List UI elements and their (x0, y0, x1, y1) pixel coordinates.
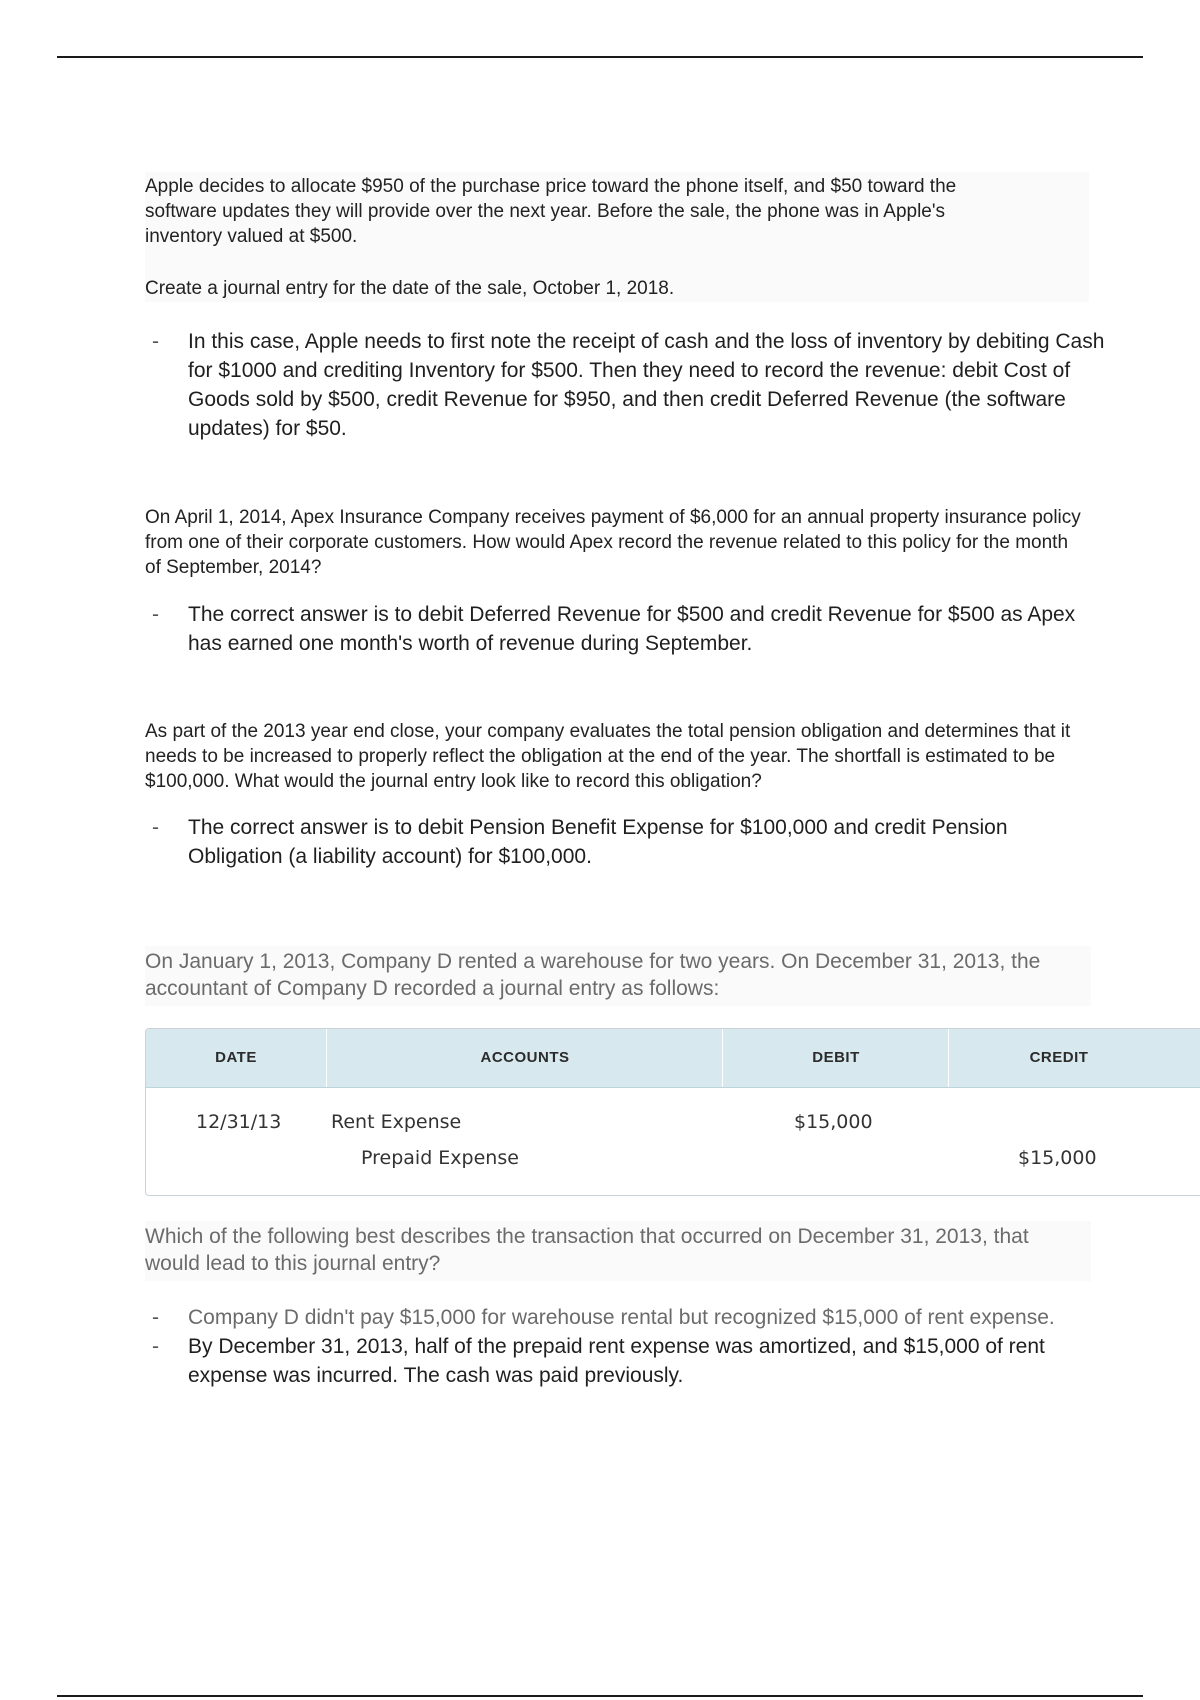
bullet-dash-icon: - (152, 603, 159, 626)
question-3-answer-list (145, 813, 1105, 871)
header-rule (57, 56, 1143, 58)
bullet-dash-icon: - (152, 816, 159, 839)
question-1-answer-list (145, 327, 1105, 443)
cell-debit-account: Rent Expense (331, 1111, 462, 1133)
question-2-prompt: On April 1, 2014, Apex Insurance Company receives payment of $6,000 for an annual property insurance policy from one of their corporate customers. How would Apex record the revenue related to this policy for the month of September, 2014? (145, 507, 1081, 578)
cell-debit-amount: $15,000 (794, 1111, 873, 1133)
question-1-line-2: software updates they will provide over the next year. Before the sale, the phone was in Apple's (145, 201, 945, 222)
question-4-option-list (145, 1303, 1105, 1390)
cell-date: 12/31/13 (196, 1111, 282, 1133)
cell-credit-amount: $15,000 (1018, 1147, 1097, 1169)
question-2-answer-list (145, 600, 1105, 658)
header-debit: DEBIT (722, 1029, 949, 1087)
question-1-answer: - In this case, Apple needs to first note the receipt of cash and the loss of inventory by debiting Cash for $1000 and crediting Inventory for $500. Then they need to record the revenue: debit Cost of Goods sold by $500, credit Revenue for $950, and then credit Deferred Revenue (the software updates) for $50. (145, 327, 1105, 443)
header-accounts: ACCOUNTS (326, 1029, 723, 1087)
bullet-dash-icon: - (152, 1335, 159, 1358)
question-1-instruction: Create a journal entry for the date of the sale, October 1, 2018. (145, 278, 675, 299)
bullet-dash-icon: - (152, 1306, 159, 1329)
question-1-line-1: Apple decides to allocate $950 of the purchase price toward the phone itself, and $50 toward the (145, 176, 957, 197)
question-4-prompt: On January 1, 2013, Company D rented a warehouse for two years. On December 31, 2013, the accountant of Company D recorded a journal entry as follows: (145, 946, 1091, 1006)
question-3-prompt: As part of the 2013 year end close, your company evaluates the total pension obligation and determines that it needs to be increased to properly reflect the obligation at the end of the year. The shortfall is estimated to be $100,000. What would the journal entry look like to record this obligation? (145, 721, 1071, 792)
cell-credit-account: Prepaid Expense (361, 1147, 519, 1169)
question-4-option-1: - Company D didn't pay $15,000 for warehouse rental but recognized $15,000 of rent expense. (145, 1303, 1105, 1332)
header-credit: CREDIT (948, 1029, 1169, 1087)
footer-rule (57, 1695, 1143, 1697)
table-header (146, 1029, 1200, 1088)
bullet-dash-icon: - (152, 330, 159, 353)
question-4-followup: Which of the following best describes the transaction that occurred on December 31, 2013, that would lead to this journal entry? (145, 1221, 1091, 1281)
header-date: DATE (215, 1049, 257, 1066)
question-1-line-3: inventory valued at $500. (145, 226, 358, 247)
question-4-option-2: - By December 31, 2013, half of the prepaid rent expense was amortized, and $15,000 of rent expense was incurred. The cash was paid previously. (145, 1332, 1105, 1390)
question-2-answer: - The correct answer is to debit Deferred Revenue for $500 and credit Revenue for $500 as Apex has earned one month's worth of revenue during September. (145, 600, 1105, 658)
journal-entry-table (145, 1028, 1200, 1196)
question-3-answer: - The correct answer is to debit Pension Benefit Expense for $100,000 and credit Pension Obligation (a liability account) for $100,000. (145, 813, 1105, 871)
question-1-prompt (145, 172, 1089, 302)
